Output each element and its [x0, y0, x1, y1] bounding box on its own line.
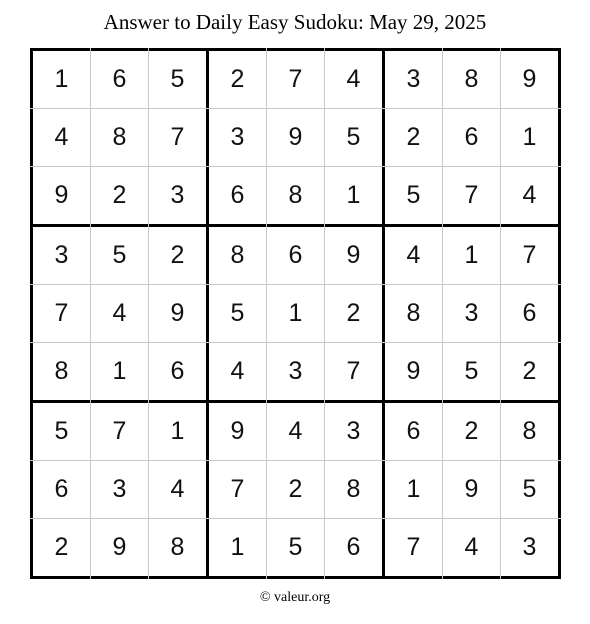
sudoku-cell: 9: [325, 227, 382, 284]
sudoku-cell: 7: [443, 167, 500, 224]
sudoku-cell: 1: [33, 51, 90, 108]
sudoku-cell: 8: [325, 461, 382, 518]
sudoku-cell: 9: [91, 519, 148, 576]
sudoku-cell: 2: [385, 109, 442, 166]
sudoku-cell: 7: [267, 51, 324, 108]
sudoku-cell: 8: [149, 519, 206, 576]
sudoku-cell: 8: [209, 227, 266, 284]
sudoku-cell: 3: [501, 519, 558, 576]
sudoku-cell: 8: [443, 51, 500, 108]
sudoku-cell: 1: [443, 227, 500, 284]
sudoku-grid: [30, 48, 561, 579]
sudoku-cell: 5: [33, 403, 90, 460]
sudoku-cell: 2: [149, 227, 206, 284]
sudoku-cell: 9: [385, 343, 442, 400]
sudoku-cell: 5: [91, 227, 148, 284]
sudoku-cell: 1: [149, 403, 206, 460]
sudoku-cell: 3: [33, 227, 90, 284]
sudoku-cell: 4: [501, 167, 558, 224]
sudoku-cell: 4: [33, 109, 90, 166]
sudoku-cell: 9: [267, 109, 324, 166]
sudoku-cell: 1: [209, 519, 266, 576]
sudoku-cell: 4: [91, 285, 148, 342]
sudoku-cell: 2: [267, 461, 324, 518]
sudoku-cell: 4: [443, 519, 500, 576]
sudoku-cell: 7: [149, 109, 206, 166]
sudoku-cell: 4: [385, 227, 442, 284]
sudoku-cell: 6: [91, 51, 148, 108]
sudoku-cell: 1: [385, 461, 442, 518]
sudoku-cell: 7: [91, 403, 148, 460]
copyright-footer: © valeur.org: [259, 590, 331, 605]
sudoku-cell: 7: [385, 519, 442, 576]
sudoku-cell: 9: [33, 167, 90, 224]
sudoku-cell: 3: [325, 403, 382, 460]
sudoku-cell: 3: [209, 109, 266, 166]
sudoku-cell: 6: [267, 227, 324, 284]
sudoku-cell: 2: [91, 167, 148, 224]
sudoku-cell: 7: [209, 461, 266, 518]
sudoku-cell: 5: [209, 285, 266, 342]
sudoku-cell: 2: [209, 51, 266, 108]
sudoku-cell: 3: [267, 343, 324, 400]
sudoku-cell: 6: [443, 109, 500, 166]
sudoku-cell: 4: [149, 461, 206, 518]
sudoku-cell: 1: [91, 343, 148, 400]
sudoku-cell: 5: [443, 343, 500, 400]
sudoku-cell: 6: [325, 519, 382, 576]
sudoku-cell: 5: [501, 461, 558, 518]
sudoku-board: [30, 48, 561, 579]
sudoku-cell: 6: [385, 403, 442, 460]
sudoku-cell: 3: [91, 461, 148, 518]
sudoku-cell: 8: [91, 109, 148, 166]
sudoku-cell: 9: [501, 51, 558, 108]
sudoku-cell: 6: [33, 461, 90, 518]
sudoku-cell: 5: [385, 167, 442, 224]
sudoku-cell: 9: [443, 461, 500, 518]
puzzle-title: Answer to Daily Easy Sudoku: May 29, 2025: [103, 10, 487, 34]
sudoku-cell: 4: [267, 403, 324, 460]
sudoku-cell: 1: [501, 109, 558, 166]
sudoku-cell: 3: [443, 285, 500, 342]
sudoku-cell: 4: [325, 51, 382, 108]
sudoku-cell: 9: [149, 285, 206, 342]
sudoku-cell: 5: [149, 51, 206, 108]
sudoku-cell: 2: [443, 403, 500, 460]
sudoku-cell: 7: [33, 285, 90, 342]
sudoku-cell: 5: [267, 519, 324, 576]
sudoku-cell: 8: [501, 403, 558, 460]
sudoku-cell: 1: [267, 285, 324, 342]
sudoku-cell: 8: [267, 167, 324, 224]
sudoku-cell: 3: [149, 167, 206, 224]
sudoku-cell: 2: [501, 343, 558, 400]
sudoku-cell: 5: [325, 109, 382, 166]
sudoku-cell: 6: [149, 343, 206, 400]
sudoku-cell: 1: [325, 167, 382, 224]
sudoku-cell: 2: [325, 285, 382, 342]
sudoku-cell: 8: [33, 343, 90, 400]
sudoku-cell: 2: [33, 519, 90, 576]
sudoku-cell: 7: [501, 227, 558, 284]
sudoku-cell: 8: [385, 285, 442, 342]
sudoku-cell: 6: [209, 167, 266, 224]
sudoku-cell: 3: [385, 51, 442, 108]
sudoku-cell: 7: [325, 343, 382, 400]
sudoku-cell: 6: [501, 285, 558, 342]
sudoku-cell: 4: [209, 343, 266, 400]
sudoku-cell: 9: [209, 403, 266, 460]
